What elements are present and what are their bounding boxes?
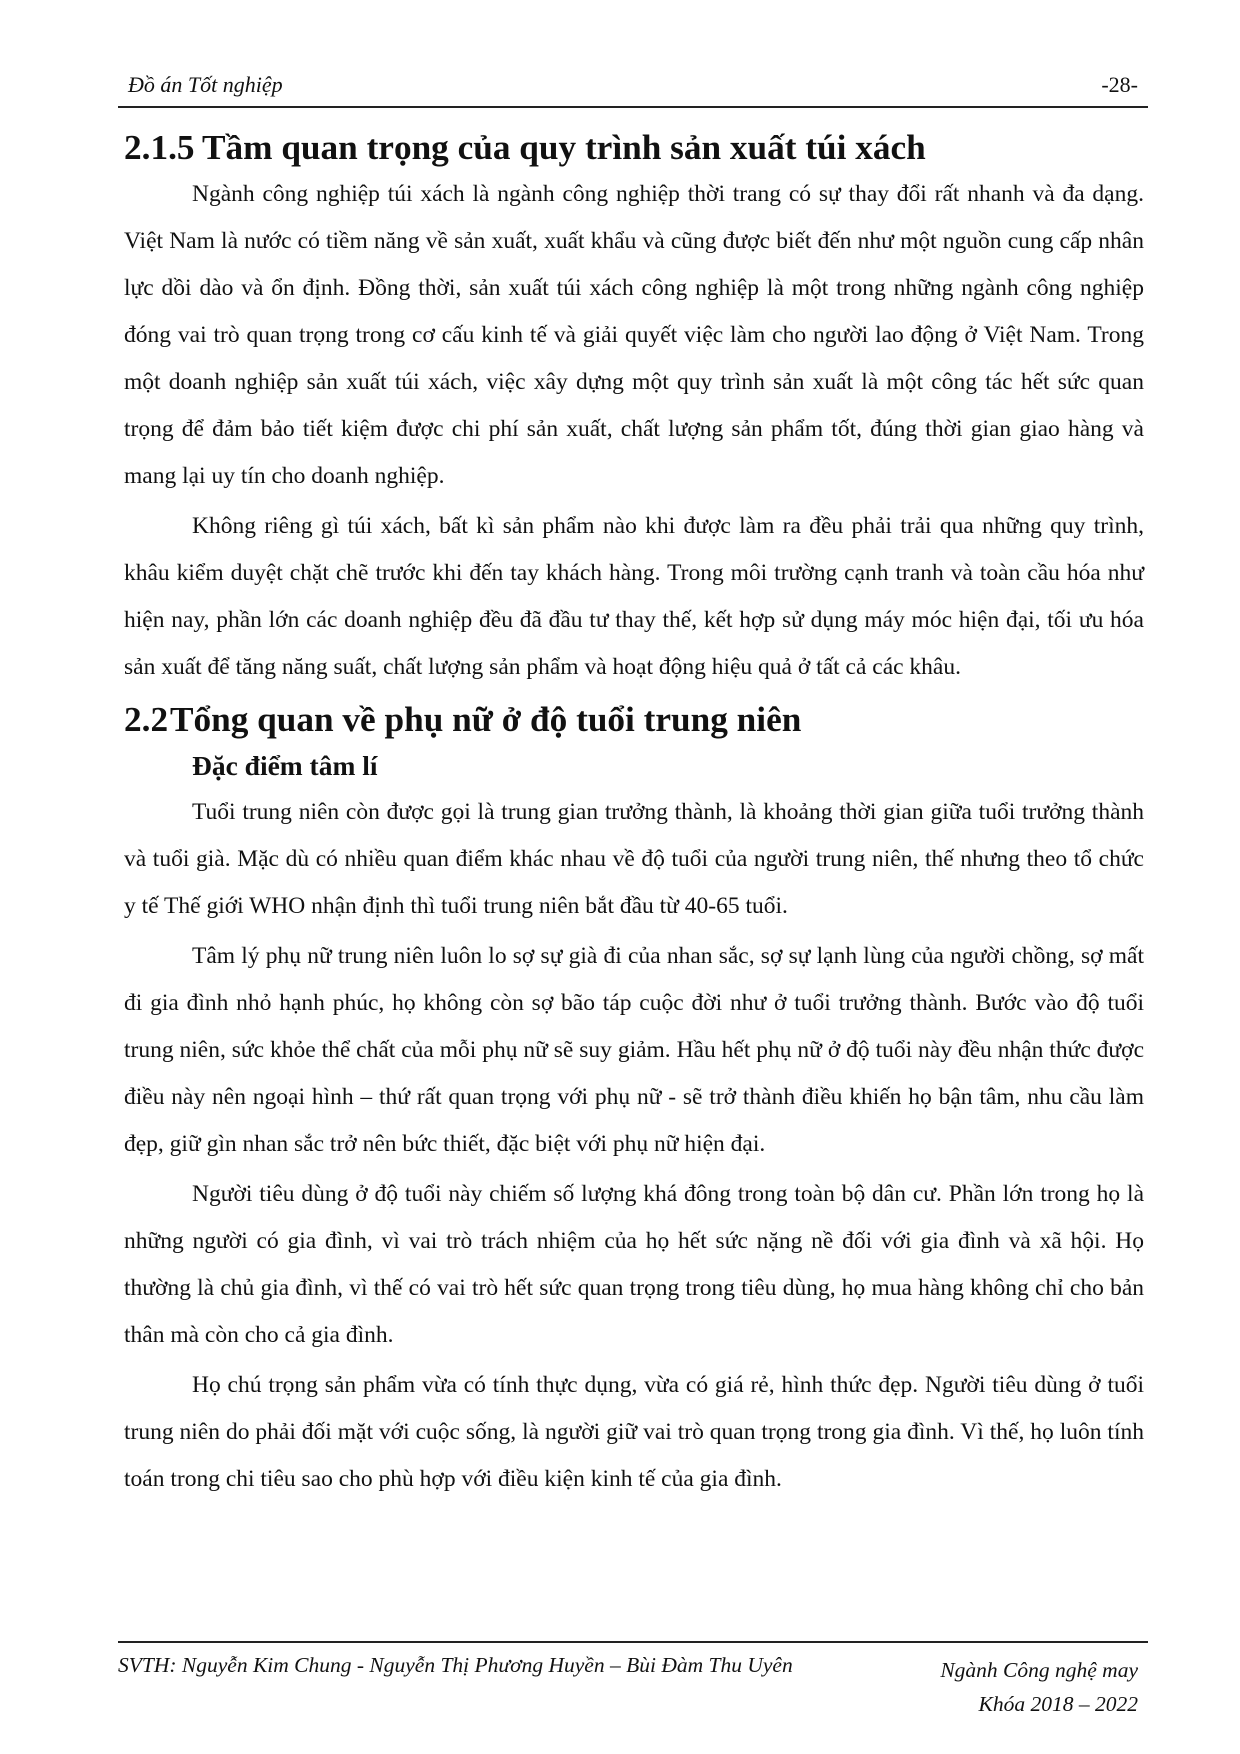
footer-authors: SVTH: Nguyễn Kim Chung - Nguyễn Thị Phương Huyền – Bùi Đàm Thu Uyên <box>118 1653 793 1677</box>
section-title: Tầm quan trọng của quy trình sản xuất túi xách <box>202 128 926 167</box>
footer-program <box>940 1653 1138 1721</box>
paragraph: Ngành công nghiệp túi xách là ngành công nghiệp thời trang có sự thay đổi rất nhanh và đa dạng. Việt Nam là nước có tiềm năng về sản xuất, xuất khẩu và cũng được biết đến như một nguồn cung cấp nhân lực dồi dào và ổn định. Đồng thời, sản xuất túi xách công nghiệp là một trong những ngành công nghiệp đóng vai trò quan trọng trong cơ cấu kinh tế và giải quyết việc làm cho người lao động ở Việt Nam. Trong một doanh nghiệp sản xuất túi xách, việc xây dựng một quy trình sản xuất là một công tác hết sức quan trọng để đảm bảo tiết kiệm được chi phí sản xuất, chất lượng sản phẩm tốt, đúng thời gian giao hàng và mang lại uy tín cho doanh nghiệp. <box>124 181 1144 489</box>
paragraph: Không riêng gì túi xách, bất kì sản phẩm nào khi được làm ra đều phải trải qua những quy trình, khâu kiểm duyệt chặt chẽ trước khi đến tay khách hàng. Trong môi trường cạnh tranh và toàn cầu hóa như hiện nay, phần lớn các doanh nghiệp đều đã đầu tư thay thế, kết hợp sử dụng máy móc hiện đại, tối ưu hóa sản xuất để tăng năng suất, chất lượng sản phẩm và hoạt động hiệu quả ở tất cả các khâu. <box>124 513 1144 680</box>
section-number: 2.1.5 <box>124 128 195 167</box>
page-header <box>118 68 1148 108</box>
paragraph: Người tiêu dùng ở độ tuổi này chiếm số lượng khá đông trong toàn bộ dân cư. Phần lớn trong họ là những người có gia đình, vì vai trò trách nhiệm của họ hết sức nặng nề đối với gia đình và xã hội. Họ thường là chủ gia đình, vì thế có vai trò hết sức quan trọng trong tiêu dùng, họ mua hàng không chỉ cho bản thân mà còn cho cả gia đình. <box>124 1181 1144 1348</box>
section-heading-2-2 <box>124 697 1144 743</box>
page-content <box>124 125 1144 1503</box>
section-heading-2-1-5 <box>124 125 1144 171</box>
paragraph: Tuổi trung niên còn được gọi là trung gian trưởng thành, là khoảng thời gian giữa tuổi trưởng thành và tuổi già. Mặc dù có nhiều quan điểm khác nhau về độ tuổi của người trung niên, thế nhưng theo tổ chức y tế Thế giới WHO nhận định thì tuổi trung niên bắt đầu từ 40-65 tuổi. <box>124 799 1144 919</box>
section-title: Tổng quan về phụ nữ ở độ tuổi trung niên <box>170 700 802 739</box>
footer-major: Ngành Công nghệ may <box>940 1658 1138 1682</box>
page-number: -28- <box>1101 72 1138 97</box>
subsection-heading: Đặc điểm tâm lí <box>192 751 378 781</box>
footer-course: Khóa 2018 – 2022 <box>978 1692 1138 1716</box>
paragraph: Họ chú trọng sản phẩm vừa có tính thực dụng, vừa có giá rẻ, hình thức đẹp. Người tiêu dùng ở tuổi trung niên do phải đối mặt với cuộc sống, là người giữ vai trò quan trọng trong gia đình. Vì thế, họ luôn tính toán trong chi tiêu sao cho phù hợp với điều kiện kinh tế của gia đình. <box>124 1372 1144 1492</box>
page-footer <box>118 1641 1148 1716</box>
section-number: 2.2 <box>124 700 169 739</box>
document-title: Đồ án Tốt nghiệp <box>128 72 283 97</box>
paragraph: Tâm lý phụ nữ trung niên luôn lo sợ sự già đi của nhan sắc, sợ sự lạnh lùng của người chồng, sợ mất đi gia đình nhỏ hạnh phúc, họ không còn sợ bão táp cuộc đời như ở tuổi trưởng thành. Bước vào độ tuổi trung niên, sức khỏe thể chất của mỗi phụ nữ sẽ suy giảm. Hầu hết phụ nữ ở độ tuổi này đều nhận thức được điều này nên ngoại hình – thứ rất quan trọng với phụ nữ - sẽ trở thành điều khiến họ bận tâm, nhu cầu làm đẹp, giữ gìn nhan sắc trở nên bức thiết, đặc biệt với phụ nữ hiện đại. <box>124 943 1144 1157</box>
